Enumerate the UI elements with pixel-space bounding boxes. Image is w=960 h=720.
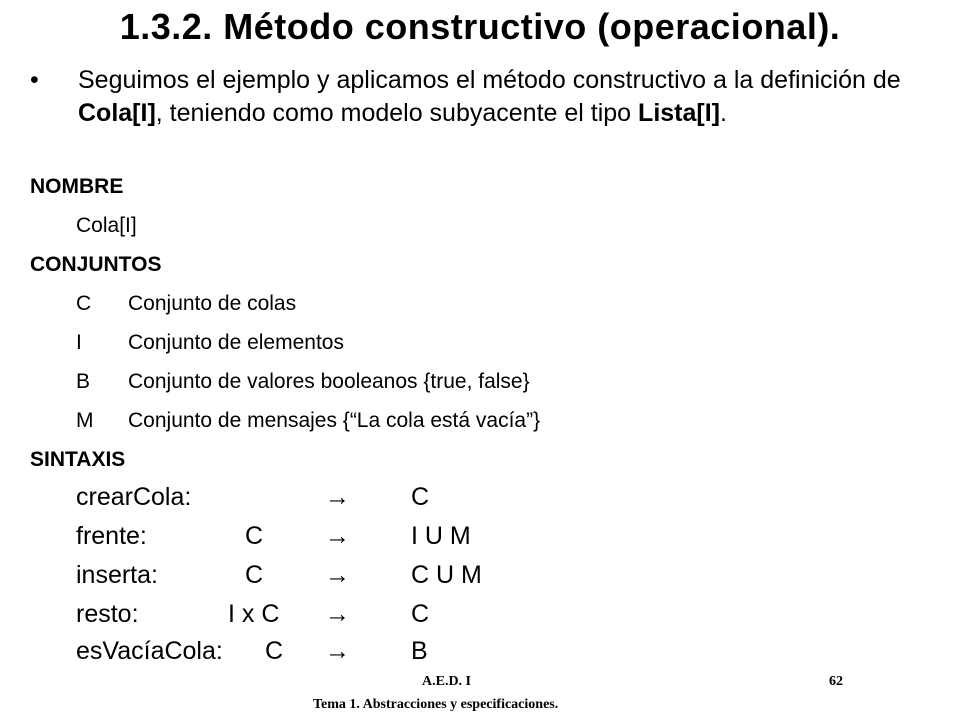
conjunto-desc: Conjunto de mensajes {“La cola está vacía”} [128, 409, 541, 432]
slide-title: 1.3.2. Método constructivo (operacional). [119, 6, 841, 47]
intro-bullet [30, 64, 920, 130]
intro-bold-lista: Lista[I] [638, 99, 720, 127]
conjunto-code: C [76, 292, 92, 315]
op-range: C [411, 600, 430, 628]
conjunto-item [76, 370, 530, 394]
arrow-icon: → [325, 522, 350, 550]
arrow-icon: → [325, 483, 350, 511]
op-range: C U M [411, 561, 482, 589]
intro-text-part-2: , teniendo como modelo subyacente el tipo [155, 99, 639, 127]
op-range: I U M [411, 522, 471, 550]
arrow-icon: → [325, 637, 350, 665]
conjunto-code: M [76, 409, 94, 432]
op-domain: C [265, 637, 284, 665]
op-domain: C [245, 522, 264, 550]
conjunto-desc: Conjunto de elementos [128, 331, 344, 354]
conjunto-code: I [76, 331, 82, 354]
heading-nombre: NOMBRE [30, 175, 124, 198]
arrow-icon: → [325, 600, 350, 628]
footer-course: A.E.D. I [422, 674, 472, 689]
conjunto-item [76, 331, 344, 355]
intro-text-part-3: . [720, 99, 727, 127]
nombre-value: Cola[I] [76, 214, 137, 237]
op-name: crearCola: [76, 483, 192, 511]
conjunto-item [76, 292, 296, 316]
op-name: esVacíaCola: [76, 637, 223, 665]
footer-page-number: 62 [829, 674, 843, 689]
heading-sintaxis: SINTAXIS [30, 448, 126, 471]
op-domain: C [245, 561, 264, 589]
heading-conjuntos: CONJUNTOS [30, 253, 162, 276]
conjunto-item [76, 409, 540, 433]
footer-topic: Tema 1. Abstracciones y especificaciones. [313, 697, 559, 712]
op-name: frente: [76, 522, 147, 550]
op-range: C [411, 483, 430, 511]
op-name: resto: [76, 600, 139, 628]
op-domain: I x C [228, 600, 280, 628]
arrow-icon: → [325, 561, 350, 589]
conjunto-desc: Conjunto de colas [128, 292, 297, 315]
bullet-marker: • [30, 66, 39, 94]
op-name: inserta: [76, 561, 158, 589]
op-range: B [411, 637, 428, 665]
intro-text-part-1: Seguimos el ejemplo y aplicamos el método constructivo a la definición de [78, 66, 901, 94]
intro-bold-cola: Cola[I] [78, 99, 156, 127]
intro-text [78, 64, 920, 130]
conjunto-code: B [76, 370, 91, 393]
conjunto-desc: Conjunto de valores booleanos {true, false} [128, 370, 530, 393]
